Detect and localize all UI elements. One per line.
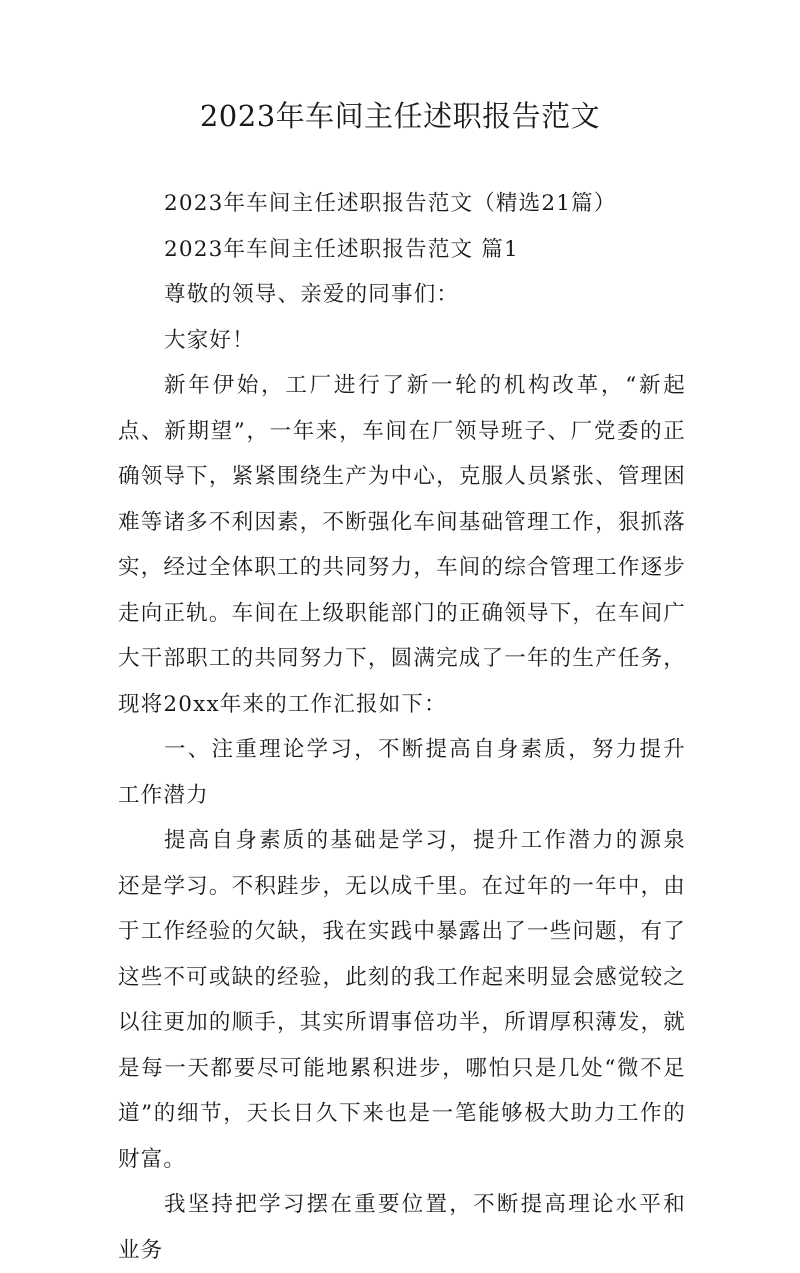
subsection-heading: 一、注重理论学习，不断提高自身素质，努力提升工作潜力 — [118, 737, 686, 808]
greeting: 大家好！ — [164, 327, 255, 353]
body-paragraph: 提高自身素质的基础是学习，提升工作潜力的源泉还是学习。不积跬步，无以成千里。在过年的一年中，由于工作经验的欠缺，我在实践中暴露出了一些问题，有了这些不可或缺的经验，此刻的我工作起来明显会感觉较之以往更加的顺手，其实所谓事倍功半，所谓厚积薄发，就是每一天都要尽可能地累积进步，哪怕只是几处“微不足道”的细节，天长日久下来也是一笔能够极大助力工作的财富。 — [118, 828, 686, 1172]
section-heading: 2023年车间主任述职报告范文 篇1 — [164, 236, 519, 262]
subtitle-paragraph: 2023年车间主任述职报告范文（精选21篇） — [164, 191, 617, 216]
body-paragraph: 我坚持把学习摆在重要位置，不断提高理论水平和业务 — [118, 1192, 686, 1263]
salutation: 尊敬的领导、亲爱的同事们： — [164, 282, 460, 307]
document-title: 2023年车间主任述职报告范文 — [199, 99, 601, 133]
body-paragraph: 新年伊始，工厂进行了新一轮的机构改革，“新起点、新期望”，一年来，车间在厂领导班子、厂党委的正确领导下，紧紧围绕生产为中心，克服人员紧张、管理困难等诸多不利因素，不断强化车间基础管理工作，狠抓落实，经过全体职工的共同努力，车间的综合管理工作逐步走向正轨。车间在上级职能部门的正确领导下，在车间广大干部职工的共同努力下，圆满完成了一年的生产任务，现将20xx年来的工作汇报如下： — [118, 373, 686, 717]
document-body — [118, 181, 686, 1273]
